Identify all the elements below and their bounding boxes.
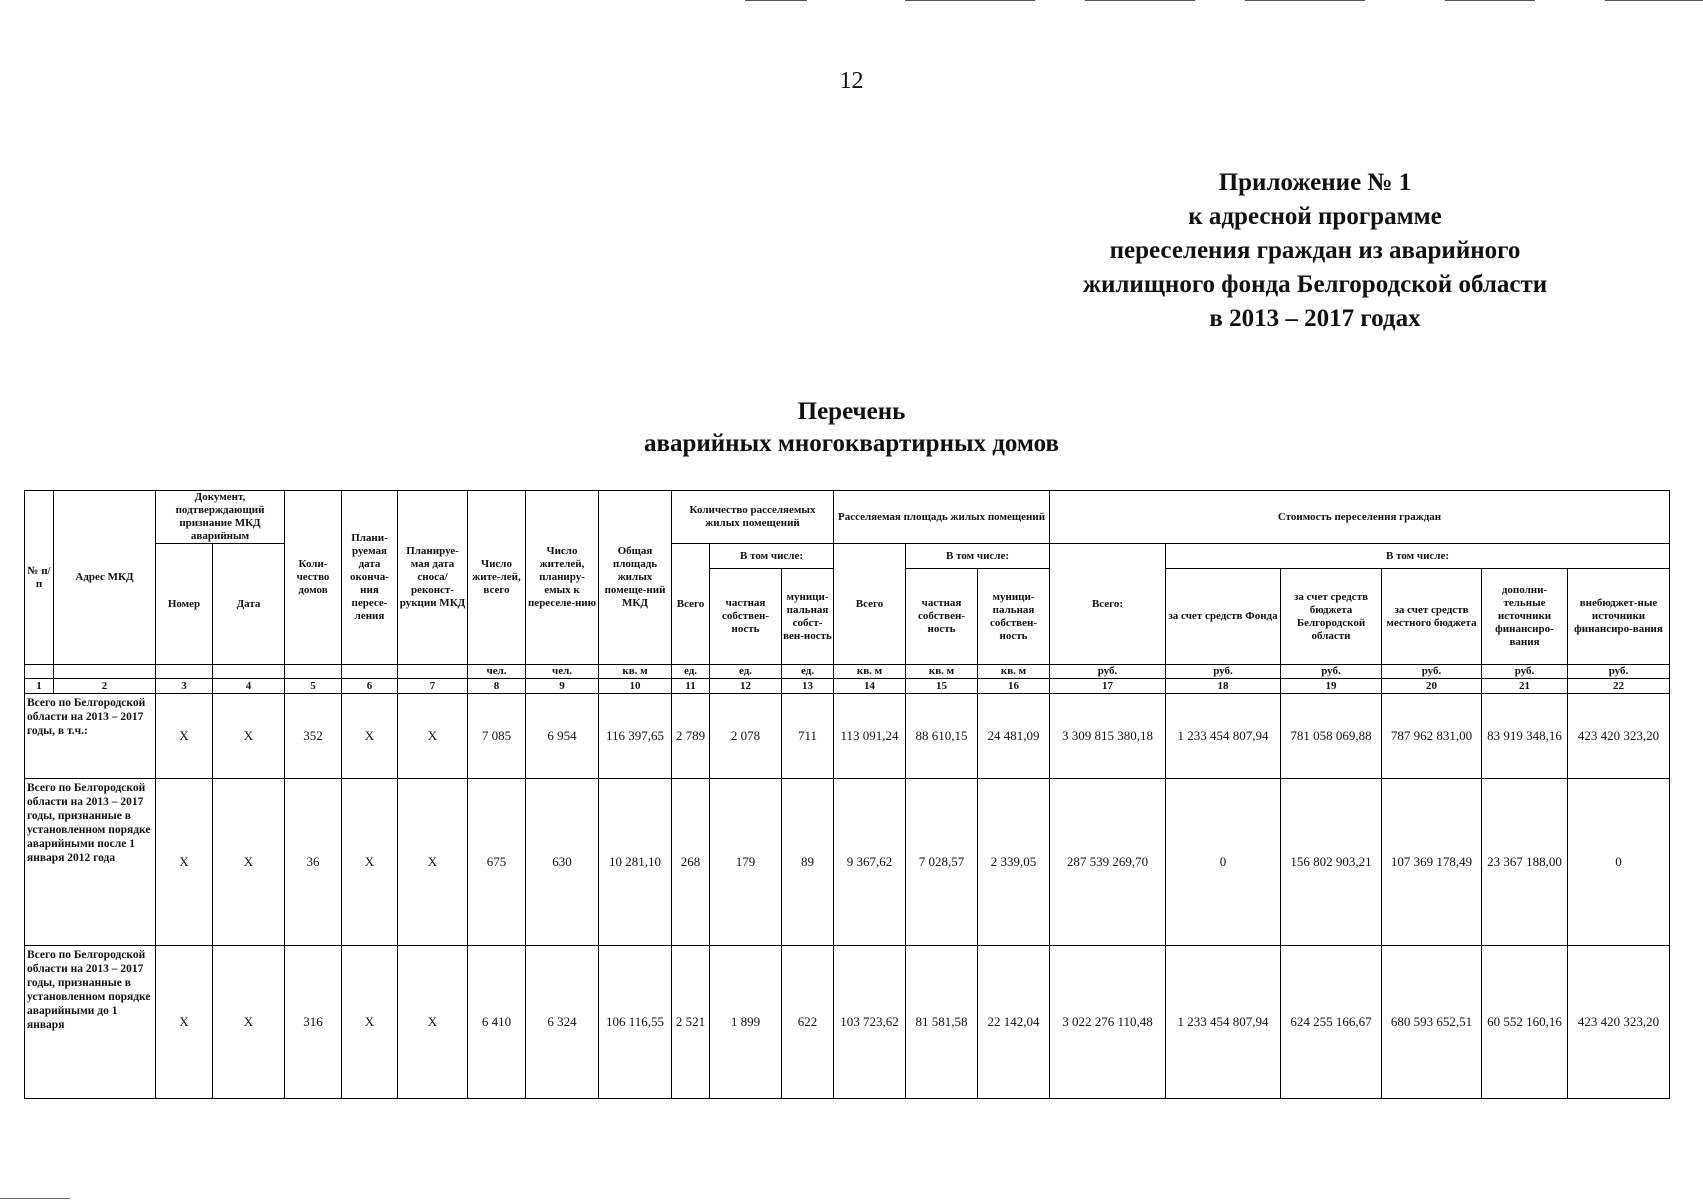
header-cost-extrabudget: внебюджет-ные источники финансиро-вания <box>1568 569 1670 665</box>
header-planned-end: Плани-руемая дата оконча-ния пересе-ления <box>342 491 398 665</box>
table-cell: 2 789 <box>672 694 710 779</box>
table-cell: 680 593 652,51 <box>1382 946 1482 1099</box>
header-num: № п/п <box>25 491 54 665</box>
table-cell: Х <box>398 946 468 1099</box>
unit-cell <box>156 665 213 679</box>
table-cell: 10 281,10 <box>599 779 672 946</box>
unit-cell <box>25 665 54 679</box>
unit-cell <box>213 665 285 679</box>
table-cell: 89 <box>782 779 834 946</box>
table-cell: 24 481,09 <box>978 694 1050 779</box>
header-residents-planned: Число жителей, планиру-емых к переселе-нию <box>526 491 599 665</box>
column-number: 13 <box>782 679 834 694</box>
table-cell: 179 <box>710 779 782 946</box>
table-cell: Х <box>213 946 285 1099</box>
title-line-1: Перечень <box>797 398 906 425</box>
table-cell: 0 <box>1166 779 1281 946</box>
table-cell: 6 410 <box>468 946 526 1099</box>
table-cell: 103 723,62 <box>834 946 906 1099</box>
unit-cell: кв. м <box>599 665 672 679</box>
table-cell: 107 369 178,49 <box>1382 779 1482 946</box>
column-number: 12 <box>710 679 782 694</box>
unit-cell: ед. <box>672 665 710 679</box>
header-doc-date: Дата <box>213 544 285 665</box>
table-cell: 1 899 <box>710 946 782 1099</box>
table-cell: 423 420 323,20 <box>1568 946 1670 1099</box>
table-row <box>25 694 1670 779</box>
header-cost-regional: за счет средств бюджета Белгородской области <box>1281 569 1382 665</box>
top-edge-marks <box>745 0 1703 2</box>
units-row <box>25 665 1670 679</box>
column-number: 17 <box>1050 679 1166 694</box>
table-cell: 113 091,24 <box>834 694 906 779</box>
table-cell: 0 <box>1568 779 1670 946</box>
table-cell: 1 233 454 807,94 <box>1166 694 1281 779</box>
header-address: Адрес МКД <box>54 491 156 665</box>
unit-cell: ед. <box>782 665 834 679</box>
table-cell: 36 <box>285 779 342 946</box>
document-title <box>0 396 1703 460</box>
table-cell: 6 324 <box>526 946 599 1099</box>
page-number: 12 <box>839 68 864 94</box>
table-cell: 106 116,55 <box>599 946 672 1099</box>
table-cell: 60 552 160,16 <box>1482 946 1568 1099</box>
header-cost-including: В том числе: <box>1166 544 1670 569</box>
unit-cell <box>54 665 156 679</box>
column-number: 20 <box>1382 679 1482 694</box>
title-line-2: аварийных многоквартирных домов <box>643 430 1060 457</box>
header-count-private: частная собствен-ность <box>710 569 782 665</box>
unit-cell <box>285 665 342 679</box>
table-cell: Х <box>213 694 285 779</box>
registry-table-wrapper <box>24 490 1670 1099</box>
column-number: 3 <box>156 679 213 694</box>
unit-cell: кв. м <box>978 665 1050 679</box>
table-cell: 23 367 188,00 <box>1482 779 1568 946</box>
table-cell: 116 397,65 <box>599 694 672 779</box>
header-premises-area: Расселяемая площадь жилых помещений <box>834 491 1050 544</box>
table-cell: Х <box>156 946 213 1099</box>
unit-cell: руб. <box>1050 665 1166 679</box>
bottom-edge-mark <box>0 1198 70 1199</box>
unit-cell <box>342 665 398 679</box>
table-cell: 7 085 <box>468 694 526 779</box>
column-number: 2 <box>54 679 156 694</box>
table-cell: Х <box>398 694 468 779</box>
table-cell: 6 954 <box>526 694 599 779</box>
unit-cell: руб. <box>1382 665 1482 679</box>
table-cell: 2 339,05 <box>978 779 1050 946</box>
table-cell: 9 367,62 <box>834 779 906 946</box>
table-cell: 88 610,15 <box>906 694 978 779</box>
table-cell: 630 <box>526 779 599 946</box>
column-number: 7 <box>398 679 468 694</box>
header-area-private: частная собствен-ность <box>906 569 978 665</box>
table-cell: 352 <box>285 694 342 779</box>
table-cell: 268 <box>672 779 710 946</box>
header-residents-total: Число жите-лей, всего <box>468 491 526 665</box>
table-cell: 423 420 323,20 <box>1568 694 1670 779</box>
table-cell: 156 802 903,21 <box>1281 779 1382 946</box>
table-cell: 7 028,57 <box>906 779 978 946</box>
table-cell: 1 233 454 807,94 <box>1166 946 1281 1099</box>
table-cell: 287 539 269,70 <box>1050 779 1166 946</box>
header-area-including: В том числе: <box>906 544 1050 569</box>
row-label: Всего по Белгородской области на 2013 – 2017 годы, в т.ч.: <box>25 694 156 779</box>
table-cell: Х <box>342 694 398 779</box>
table-cell: 22 142,04 <box>978 946 1050 1099</box>
column-number: 16 <box>978 679 1050 694</box>
table-cell: 622 <box>782 946 834 1099</box>
header-area-municipal: муници-пальная собствен-ность <box>978 569 1050 665</box>
table-cell: 787 962 831,00 <box>1382 694 1482 779</box>
header-count-total: Всего <box>672 544 710 665</box>
table-cell: Х <box>398 779 468 946</box>
column-number: 1 <box>25 679 54 694</box>
annex-line: к адресной программе <box>1188 203 1442 230</box>
table-row <box>25 946 1670 1099</box>
header-premises-count: Количество расселяемых жилых помещений <box>672 491 834 544</box>
unit-cell: чел. <box>526 665 599 679</box>
header-document: Документ, подтверждающий признание МКД аварийным <box>156 491 285 544</box>
annex-line: Приложение № 1 <box>1218 169 1412 196</box>
table-cell: Х <box>156 694 213 779</box>
header-count-municipal: муници-пальная собст-вен-ность <box>782 569 834 665</box>
unit-cell: руб. <box>1568 665 1670 679</box>
column-number: 14 <box>834 679 906 694</box>
annex-line: переселения граждан из аварийного <box>1109 237 1521 264</box>
column-number: 15 <box>906 679 978 694</box>
unit-cell: кв. м <box>906 665 978 679</box>
header-houses: Коли-чество домов <box>285 491 342 665</box>
header-area-total: Всего <box>834 544 906 665</box>
table-cell: 711 <box>782 694 834 779</box>
header-total-area: Общая площадь жилых помеще-ний МКД <box>599 491 672 665</box>
unit-cell: чел. <box>468 665 526 679</box>
column-number: 4 <box>213 679 285 694</box>
column-number: 19 <box>1281 679 1382 694</box>
annex-line: в 2013 – 2017 годах <box>1209 305 1421 332</box>
column-number: 5 <box>285 679 342 694</box>
header-cost-local: за счет средств местного бюджета <box>1382 569 1482 665</box>
table-cell: 781 058 069,88 <box>1281 694 1382 779</box>
column-number: 11 <box>672 679 710 694</box>
table-cell: 316 <box>285 946 342 1099</box>
table-cell: 83 919 348,16 <box>1482 694 1568 779</box>
column-number: 22 <box>1568 679 1670 694</box>
column-number: 21 <box>1482 679 1568 694</box>
table-cell: Х <box>156 779 213 946</box>
table-cell: 2 078 <box>710 694 782 779</box>
table-cell: 3 309 815 380,18 <box>1050 694 1166 779</box>
header-cost-additional: дополни-тельные источники финансиро-вания <box>1482 569 1568 665</box>
row-label: Всего по Белгородской области на 2013 – 2017 годы, признанные в установленном порядке аварийными после 1 января 2012 года <box>25 779 156 946</box>
header-cost-total: Всего: <box>1050 544 1166 665</box>
unit-cell: руб. <box>1281 665 1382 679</box>
table-cell: 624 255 166,67 <box>1281 946 1382 1099</box>
column-number: 18 <box>1166 679 1281 694</box>
table-cell: Х <box>213 779 285 946</box>
table-row <box>25 779 1670 946</box>
unit-cell <box>398 665 468 679</box>
table-cell: 675 <box>468 779 526 946</box>
column-numbers-row <box>25 679 1670 694</box>
column-number: 8 <box>468 679 526 694</box>
table-cell: 2 521 <box>672 946 710 1099</box>
header-cost: Стоимость переселения граждан <box>1050 491 1670 544</box>
header-count-including: В том числе: <box>710 544 834 569</box>
registry-table <box>24 490 1670 1099</box>
row-label: Всего по Белгородской области на 2013 – 2017 годы, признанные в установленном порядке аварийными до 1 января <box>25 946 156 1099</box>
unit-cell: ед. <box>710 665 782 679</box>
column-number: 6 <box>342 679 398 694</box>
unit-cell: кв. м <box>834 665 906 679</box>
unit-cell: руб. <box>1482 665 1568 679</box>
annex-heading <box>1045 166 1585 336</box>
column-number: 9 <box>526 679 599 694</box>
header-cost-fund: за счет средств Фонда <box>1166 569 1281 665</box>
table-cell: Х <box>342 779 398 946</box>
header-doc-number: Номер <box>156 544 213 665</box>
column-number: 10 <box>599 679 672 694</box>
header-planned-demolition: Планируе-мая дата сноса/ реконст-рукции МКД <box>398 491 468 665</box>
unit-cell: руб. <box>1166 665 1281 679</box>
table-cell: 81 581,58 <box>906 946 978 1099</box>
table-cell: 3 022 276 110,48 <box>1050 946 1166 1099</box>
table-cell: Х <box>342 946 398 1099</box>
annex-line: жилищного фонда Белгородской области <box>1082 271 1548 298</box>
